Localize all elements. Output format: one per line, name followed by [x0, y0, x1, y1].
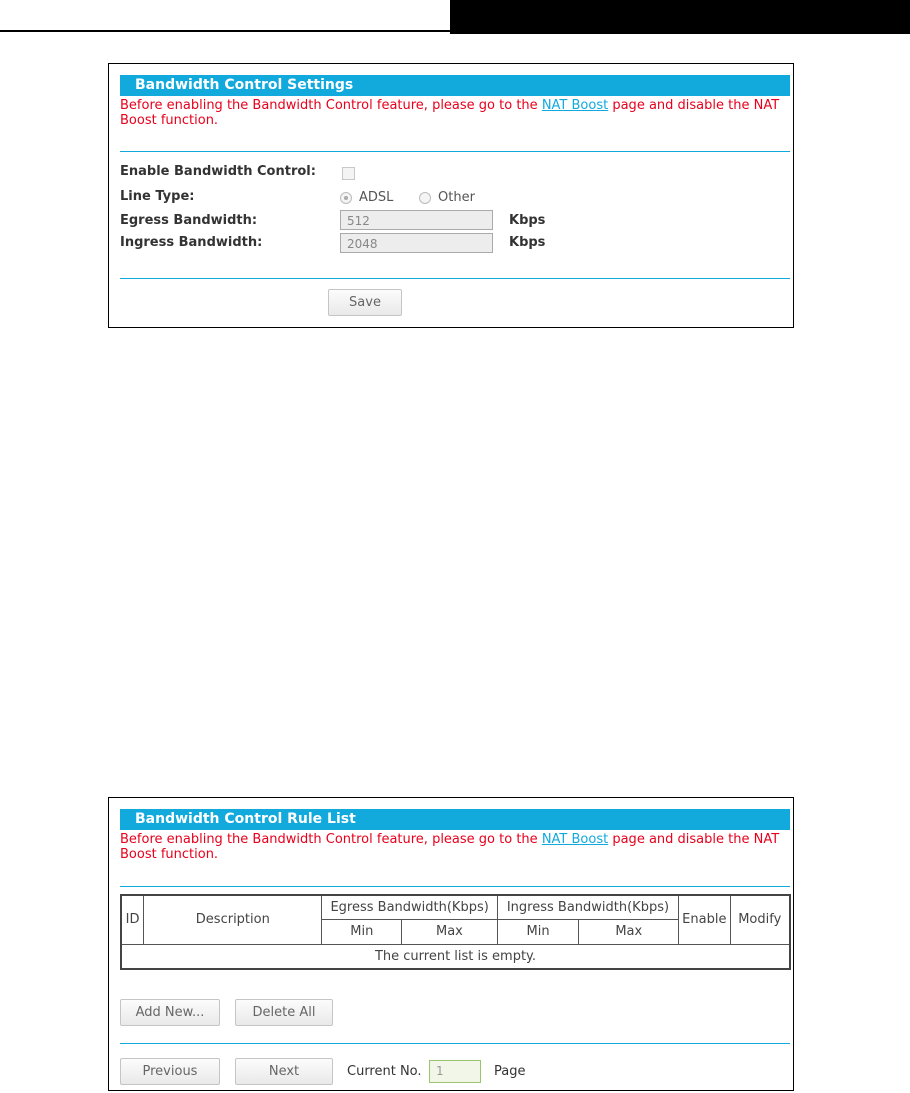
line-type-adsl-label: ADSL [359, 190, 394, 205]
col-egress: Egress Bandwidth(Kbps) [322, 895, 497, 920]
settings-warning-prefix: Before enabling the Bandwidth Control feature, please go to the [120, 98, 538, 113]
ingress-label: Ingress Bandwidth: [120, 235, 263, 250]
rule-list-panel [108, 797, 794, 1091]
settings-title: Bandwidth Control Settings [120, 75, 790, 96]
rule-list-warning [120, 832, 792, 862]
rule-list-title: Bandwidth Control Rule List [120, 809, 790, 830]
header-rule [0, 30, 455, 32]
divider [120, 151, 790, 152]
enable-label: Enable Bandwidth Control: [120, 164, 316, 179]
table-row [121, 944, 790, 969]
rule-warning-suffix: page and disable the NAT Boost function. [120, 832, 780, 862]
current-no-label: Current No. [347, 1064, 422, 1079]
egress-unit: Kbps [509, 213, 546, 228]
previous-button[interactable]: Previous [120, 1058, 220, 1085]
line-type-other-label: Other [438, 190, 475, 205]
save-button[interactable]: Save [328, 289, 402, 316]
table-header-row [121, 895, 790, 920]
ingress-unit: Kbps [509, 235, 546, 250]
col-ingress-max: Max [579, 920, 679, 944]
col-ingress-min: Min [497, 920, 579, 944]
egress-label: Egress Bandwidth: [120, 213, 258, 228]
current-page-input[interactable]: 1 [429, 1060, 481, 1083]
add-new-button[interactable]: Add New... [120, 999, 220, 1026]
line-type-adsl-radio[interactable] [340, 192, 352, 204]
line-type-label: Line Type: [120, 189, 195, 204]
bandwidth-settings-panel [108, 63, 794, 328]
egress-bandwidth-input[interactable]: 512 [340, 210, 493, 230]
col-egress-max: Max [402, 920, 498, 944]
settings-warning-suffix: page and disable the NAT Boost function. [120, 98, 780, 128]
header-black-bar [450, 0, 910, 34]
nat-boost-link[interactable]: NAT Boost [541, 98, 609, 113]
rule-warning-prefix: Before enabling the Bandwidth Control feature, please go to the [120, 832, 538, 847]
divider [120, 886, 790, 887]
enable-bandwidth-checkbox[interactable] [342, 167, 355, 180]
page-label: Page [494, 1064, 526, 1079]
next-button[interactable]: Next [235, 1058, 333, 1085]
settings-warning [120, 98, 792, 128]
delete-all-button[interactable]: Delete All [235, 999, 333, 1026]
divider [120, 278, 790, 279]
col-id: ID [121, 895, 144, 944]
col-modify: Modify [730, 895, 790, 944]
col-egress-min: Min [322, 920, 402, 944]
line-type-other-radio[interactable] [419, 192, 431, 204]
col-ingress: Ingress Bandwidth(Kbps) [497, 895, 678, 920]
rule-table [120, 894, 791, 970]
nat-boost-link[interactable]: NAT Boost [541, 832, 609, 847]
empty-list-message: The current list is empty. [121, 944, 790, 969]
divider [120, 1043, 790, 1044]
col-enable: Enable [679, 895, 730, 944]
col-description: Description [144, 895, 322, 944]
ingress-bandwidth-input[interactable]: 2048 [340, 233, 493, 253]
